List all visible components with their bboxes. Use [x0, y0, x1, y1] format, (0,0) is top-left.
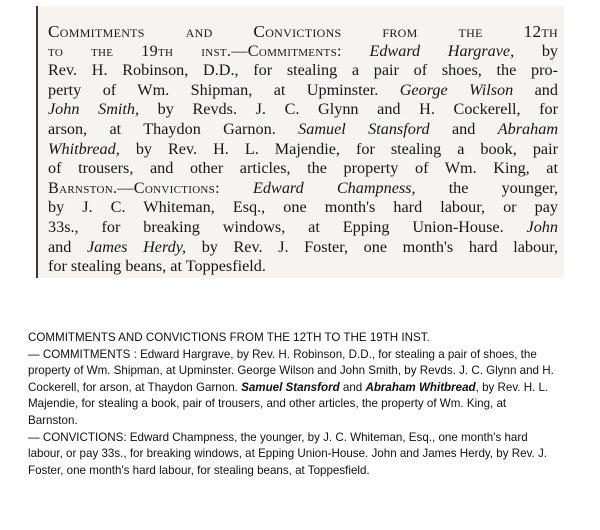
clipping-name: John	[526, 217, 558, 236]
transcription-commitments-line: Majendie, for stealing a book, pair of trousers, and other articles, the property of Wm. King, at	[28, 397, 507, 411]
clipping-line-11	[48, 218, 558, 238]
clipping-name: Edward Champness,	[253, 178, 416, 197]
highlighted-name-abraham-whitbread: Abraham Whitbread	[365, 380, 476, 394]
clipping-text: 33s., for breaking windows, at Epping Union-House.	[48, 217, 504, 236]
clipping-text: Barnston.—Convictions:	[48, 178, 220, 197]
clipping-text: and	[452, 119, 476, 138]
transcription-text: Cockerell, for arson, at Thaydon Garnon.	[28, 380, 242, 394]
clipping-text: by Rev. H. L. Majendie, for stealing a book, pair	[135, 139, 559, 158]
clipping-line-13	[48, 257, 558, 277]
transcription-convictions-line: labour, or pay 33s., for breaking windows, at Epping Union-House. John and James Herdy, by Rev. J.	[28, 447, 547, 461]
clipping-line-5	[48, 100, 558, 120]
transcription	[28, 330, 588, 479]
clipping-text: by	[541, 41, 558, 60]
clipping-line-9	[48, 179, 558, 199]
clipping-line-10	[48, 198, 558, 218]
clipping-text: arson, at Thaydon Garnon.	[48, 119, 276, 138]
clipping-line-1	[48, 22, 558, 42]
clipping-text: to the 19th inst.—Commitments:	[48, 41, 342, 60]
clipping-line-6	[48, 120, 558, 140]
clipping-text: and	[534, 80, 558, 99]
clipping-name: Edward Hargrave,	[369, 41, 515, 60]
clipping-name: John Smith,	[48, 100, 140, 119]
transcription-convictions-line: Foster, one month's hard labour, for stealing beans, at Toppesfield.	[28, 463, 370, 477]
clipping-name: George Wilson	[399, 80, 514, 99]
highlighted-name-samuel-stansford: Samuel Stansford	[241, 380, 340, 394]
clipping-text: for stealing beans, at Toppesfield.	[48, 257, 266, 276]
clipping-heading: Commitments and Convictions from the 12th	[48, 22, 558, 41]
clipping-line-7	[48, 140, 558, 160]
clipping-name: Samuel Stansford	[298, 119, 430, 138]
clipping-text: the younger,	[448, 178, 559, 197]
clipping-line-8	[48, 159, 558, 179]
clipping-line-4	[48, 81, 558, 101]
transcription-text: and	[339, 380, 366, 394]
transcription-text: , by Rev. H. L.	[475, 380, 549, 394]
clipping-text: and	[48, 237, 72, 256]
newspaper-clipping	[36, 6, 564, 278]
clipping-line-3	[48, 61, 558, 81]
clipping-name: Whitbread,	[48, 139, 120, 158]
clipping-text: by Rev. J. Foster, one month's hard labour,	[201, 237, 558, 256]
transcription-commitments-line	[28, 380, 588, 397]
clipping-name: James Herdy,	[87, 237, 187, 256]
clipping-text: perty of Wm. Shipman, at Upminster.	[48, 80, 379, 99]
transcription-commitments-line: — COMMITMENTS : Edward Hargrave, by Rev. H. Robinson, D.D., for stealing a pair of shoes, the	[28, 347, 537, 361]
clipping-line-12	[48, 238, 558, 258]
transcription-commitments-line: property of Wm. Shipman, at Upminster. George Wilson and John Smith, by Revds. J. C. Glynn and H.	[28, 364, 554, 378]
clipping-text: by Revds. J. C. Glynn and H. Cockerell, for	[157, 100, 558, 119]
transcription-heading: COMMITMENTS AND CONVICTIONS FROM THE 12TH TO THE 19TH INST.	[28, 331, 430, 344]
clipping-line-2	[48, 42, 558, 62]
clipping-text: of trousers, and other articles, the property of Wm. King, at	[48, 159, 558, 178]
clipping-text: Rev. H. Robinson, D.D., for stealing a pair of shoes, the pro-	[48, 61, 558, 80]
clipping-text: by J. C. Whiteman, Esq., one month's hard labour, or pay	[48, 198, 558, 217]
transcription-convictions-line: — CONVICTIONS: Edward Champness, the younger, by J. C. Whiteman, Esq., one month's hard	[28, 430, 528, 444]
clipping-name: Abraham	[497, 119, 559, 138]
transcription-commitments-line: Barnston.	[28, 413, 78, 427]
